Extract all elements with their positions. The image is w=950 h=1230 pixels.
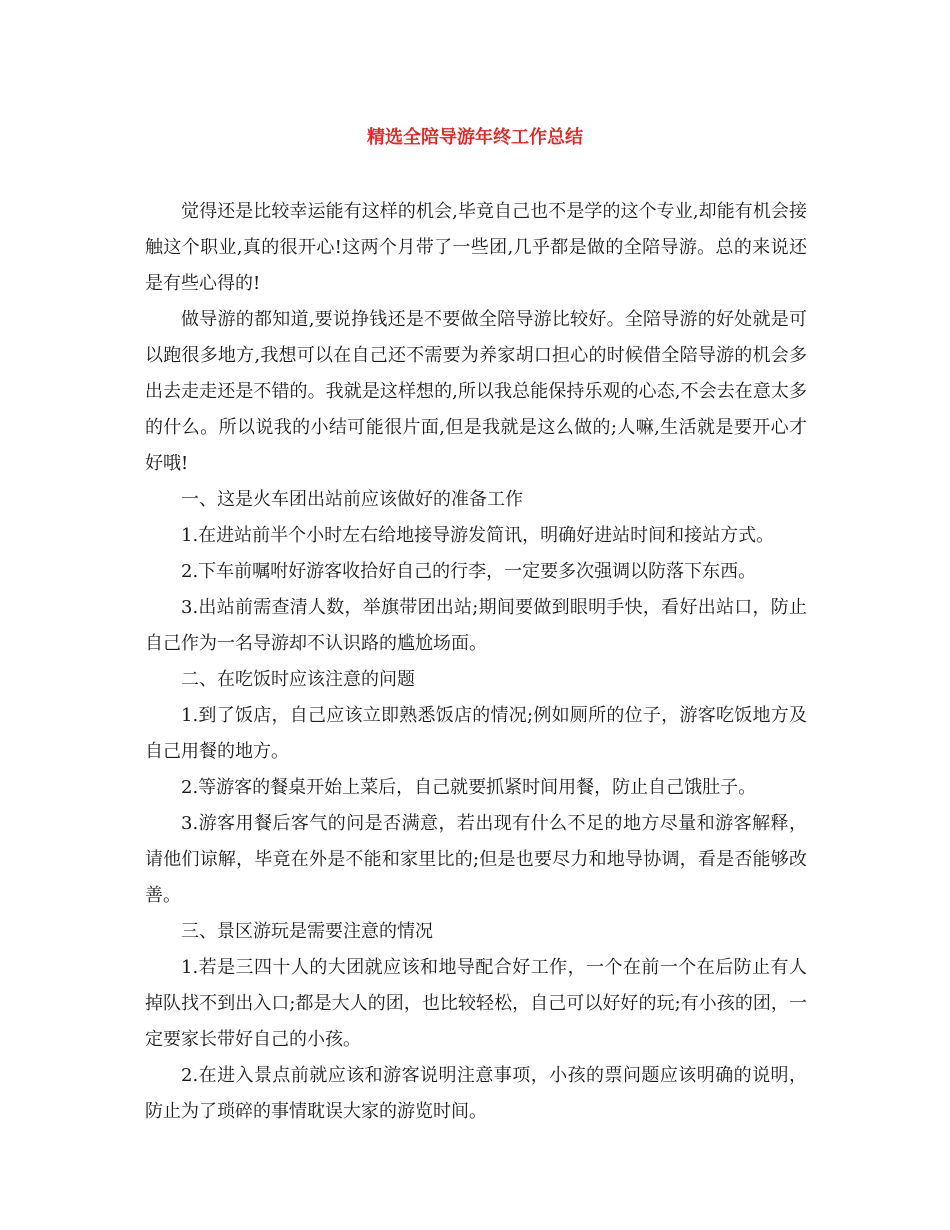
section-heading-scenic: 三、景区游玩是需要注意的情况 [181, 921, 433, 942]
list-item-meals-2: 2.等游客的餐桌开始上菜后，自己就要抓紧时间用餐，防止自己饿肚子。 [181, 777, 757, 798]
list-item-train-2: 2.下车前嘱咐好游客收拾好自己的行李，一定要多次强调以防落下东西。 [181, 561, 757, 582]
document-title: 精选全陪导游年终工作总结 [367, 127, 583, 148]
list-item-scenic-2: 2.在进入景点前就应该和游客说明注意事项，小孩的票问题应该明确的说明，防止为了琐碎的事情耽误大家的游览时间。 [145, 1065, 807, 1122]
list-item-train-1: 1.在进站前半个小时左右给地接导游发简讯，明确好进站时间和接站方式。 [181, 525, 775, 546]
list-item-meals-3: 3.游客用餐后客气的问是否满意，若出现有什么不足的地方尽量和游客解释，请他们谅解，毕竟在外是不能和家里比的;但是也要尽力和地导协调，看是否能够改善。 [145, 813, 807, 906]
document-body [145, 194, 807, 1130]
section-heading-train: 一、这是火车团出站前应该做好的准备工作 [181, 489, 523, 510]
section-heading-meals: 二、在吃饭时应该注意的问题 [181, 669, 415, 690]
paragraph-guide-thoughts: 做导游的都知道,要说挣钱还是不要做全陪导游比较好。全陪导游的好处就是可以跑很多地方,我想可以在自己还不需要为养家胡口担心的时候借全陪导游的机会多出去走走还是不错的。我就是这样想的,所以我总能保持乐观的心态,不会去在意太多的什么。所以说我的小结可能很片面,但是我就是这么做的;人嘛,生活就是要开心才好哦! [145, 309, 807, 474]
paragraph-intro: 觉得还是比较幸运能有这样的机会,毕竟自己也不是学的这个专业,却能有机会接触这个职业,真的很开心!这两个月带了一些团,几乎都是做的全陪导游。总的来说还是有些心得的! [145, 201, 807, 294]
list-item-train-3: 3.出站前需查清人数，举旗带团出站;期间要做到眼明手快，看好出站口，防止自己作为一名导游却不认识路的尴尬场面。 [145, 597, 807, 654]
list-item-meals-1: 1.到了饭店，自己应该立即熟悉饭店的情况;例如厕所的位子，游客吃饭地方及自己用餐的地方。 [145, 705, 807, 762]
list-item-scenic-1: 1.若是三四十人的大团就应该和地导配合好工作，一个在前一个在后防止有人掉队找不到出入口;都是大人的团，也比较轻松，自己可以好好的玩;有小孩的团，一定要家长带好自己的小孩。 [145, 957, 807, 1050]
